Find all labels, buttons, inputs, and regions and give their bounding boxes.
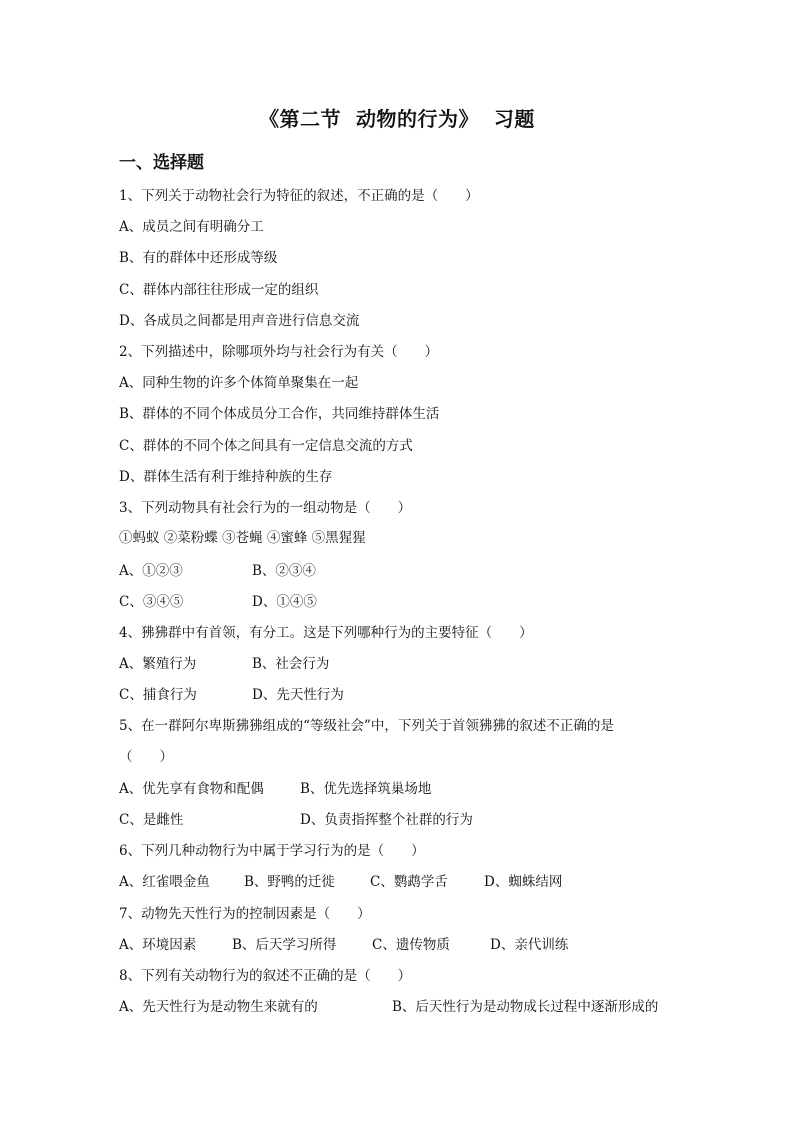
question-3-animal-list: ①蚂蚁 ②菜粉蝶 ③苍蝇 ④蜜蜂 ⑤黑猩猩 (119, 530, 366, 546)
question-1-option-b: B、有的群体中还形成等级 (119, 250, 278, 266)
question-5-stem: 5、在一群阿尔卑斯狒狒组成的“等级社会”中，下列关于首领狒狒的叙述不正确的是 (119, 718, 614, 734)
section-heading: 一、选择题 (119, 153, 204, 173)
question-7-option-d: D、亲代训练 (490, 937, 569, 953)
question-6-option-b: B、野鸭的迁徙 (244, 874, 335, 890)
question-7-option-c: C、遗传物质 (372, 937, 450, 953)
question-1-option-d: D、各成员之间都是用声音进行信息交流 (119, 313, 360, 329)
question-8-stem: 8、下列有关动物行为的叙述不正确的是（ ） (119, 968, 412, 984)
question-1-option-c: C、群体内部往往形成一定的组织 (119, 282, 319, 298)
question-1-option-a: A、成员之间有明确分工 (119, 219, 264, 235)
page-title: 《第二节 动物的行为》 习题 (259, 107, 535, 131)
question-5-option-c: C、是雌性 (119, 812, 184, 828)
question-4-option-a: A、繁殖行为 (119, 656, 197, 672)
question-1-stem: 1、下列关于动物社会行为特征的叙述，不正确的是（ ） (119, 188, 479, 204)
question-3-option-b: B、②③④ (252, 563, 316, 579)
question-2-option-c: C、群体的不同个体之间具有一定信息交流的方式 (119, 438, 413, 454)
question-2-option-d: D、群体生活有利于维持种族的生存 (119, 469, 333, 485)
question-6-stem: 6、下列几种动物行为中属于学习行为的是（ ） (119, 843, 425, 859)
question-7-stem: 7、动物先天性行为的控制因素是（ ） (119, 906, 371, 922)
question-7-option-a: A、环境因素 (119, 937, 197, 953)
question-2-option-b: B、群体的不同个体成员分工合作，共同维持群体生活 (119, 406, 440, 422)
question-3-stem: 3、下列动物具有社会行为的一组动物是（ ） (119, 500, 412, 516)
question-3-option-d: D、①④⑤ (252, 594, 317, 610)
question-6-option-a: A、红雀喂金鱼 (119, 874, 210, 890)
question-7-option-b: B、后天学习所得 (232, 937, 337, 953)
question-3-option-c: C、③④⑤ (119, 594, 184, 610)
question-6-option-c: C、鹦鹉学舌 (370, 874, 448, 890)
question-8-option-a: A、先天性行为是动物生来就有的 (119, 999, 318, 1015)
question-3-option-a: A、①②③ (119, 563, 183, 579)
question-2-stem: 2、下列描述中，除哪项外均与社会行为有关（ ） (119, 344, 439, 360)
question-4-stem: 4、狒狒群中有首领，有分工。这是下列哪种行为的主要特征（ ） (119, 625, 533, 641)
question-6-option-d: D、蜘蛛结网 (484, 874, 563, 890)
question-5-stem-continued: （ ） (119, 749, 173, 765)
question-4-option-d: D、先天性行为 (252, 687, 344, 703)
question-8-option-b: B、后天性行为是动物成长过程中逐渐形成的 (392, 999, 659, 1015)
question-5-option-d: D、负责指挥整个社群的行为 (300, 812, 473, 828)
question-2-option-a: A、同种生物的许多个体简单聚集在一起 (119, 375, 359, 391)
question-5-option-b: B、优先选择筑巢场地 (300, 781, 432, 797)
question-4-option-b: B、社会行为 (252, 656, 330, 672)
question-4-option-c: C、捕食行为 (119, 687, 197, 703)
question-5-option-a: A、优先享有食物和配偶 (119, 781, 264, 797)
